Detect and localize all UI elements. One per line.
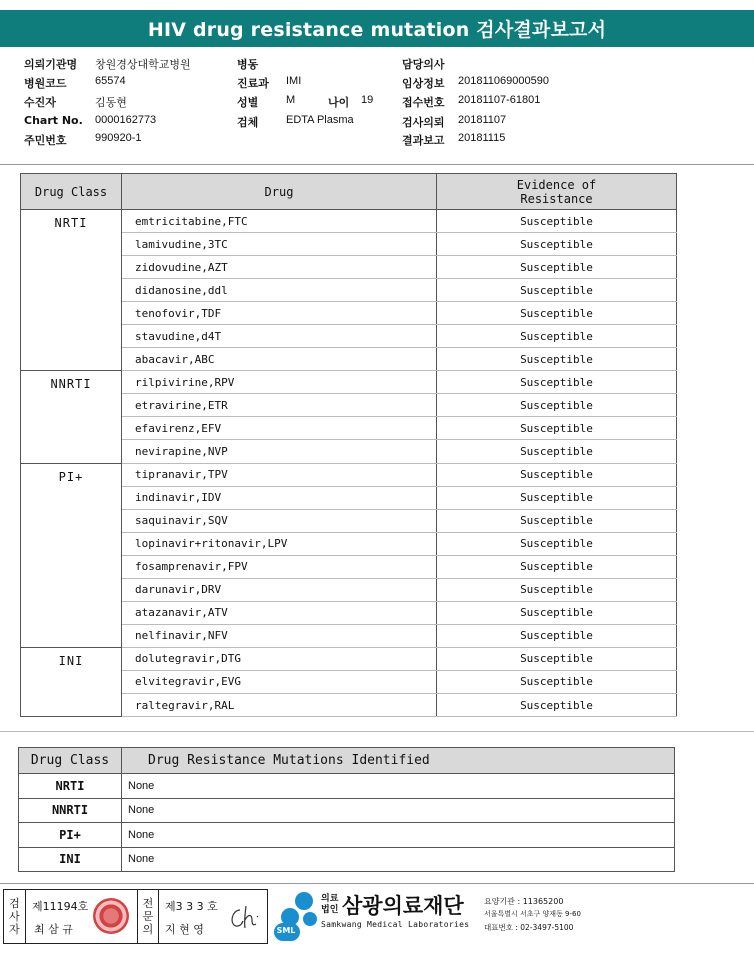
resistance-cell: Susceptible bbox=[437, 509, 677, 532]
resistance-cell: Susceptible bbox=[437, 647, 677, 670]
report-label: 결과보고 bbox=[402, 134, 445, 147]
resistance-cell: Susceptible bbox=[437, 302, 677, 325]
id-label: 주민번호 bbox=[24, 134, 67, 147]
drug-name-cell: fosamprenavir,FPV bbox=[122, 555, 437, 578]
resistance-cell: Susceptible bbox=[437, 417, 677, 440]
resistance-cell: Susceptible bbox=[437, 486, 677, 509]
col-header-evidence bbox=[437, 174, 677, 210]
request-value: 20181107 bbox=[458, 114, 507, 126]
drug-name-cell: tipranavir,TPV bbox=[122, 463, 437, 486]
age-label: 나이 bbox=[328, 96, 350, 109]
drug-resistance-table bbox=[20, 173, 677, 717]
drug-class-cell: INI bbox=[21, 647, 122, 716]
drug-class-cell: NRTI bbox=[21, 210, 122, 371]
drug-name-cell: nevirapine,NVP bbox=[122, 440, 437, 463]
mutation-class-cell: NNRTI bbox=[19, 798, 122, 823]
drug-name-cell: saquinavir,SQV bbox=[122, 509, 437, 532]
drug-name-cell: indinavir,IDV bbox=[122, 486, 437, 509]
resistance-cell: Susceptible bbox=[437, 463, 677, 486]
drug-name-cell: nelfinavir,NFV bbox=[122, 624, 437, 647]
mutations-table bbox=[18, 747, 675, 872]
doctor-label: 담당의사 bbox=[402, 58, 445, 71]
drug-name-cell: dolutegravir,DTG bbox=[122, 647, 437, 670]
col-header-class: Drug Class bbox=[21, 174, 122, 210]
mut-col-header-mutations: Drug Resistance Mutations Identified bbox=[122, 748, 675, 774]
resistance-cell: Susceptible bbox=[437, 440, 677, 463]
report-value: 20181115 bbox=[458, 132, 506, 144]
drug-row bbox=[21, 210, 677, 233]
chart-label: Chart No. bbox=[24, 114, 83, 127]
report-title: HIV drug resistance mutation 검사결과보고서 bbox=[0, 10, 754, 47]
mutation-value-cell: None bbox=[122, 847, 675, 872]
drug-name-cell: darunavir,DRV bbox=[122, 578, 437, 601]
mutation-row bbox=[19, 798, 675, 823]
drug-name-cell: zidovudine,AZT bbox=[122, 256, 437, 279]
evidence-header-line1: Evidence of bbox=[516, 177, 597, 192]
official-seal-icon bbox=[93, 898, 129, 934]
divider bbox=[0, 731, 754, 732]
drug-name-cell: emtricitabine,FTC bbox=[122, 210, 437, 233]
tester-license: 제11194호 bbox=[32, 900, 89, 913]
drug-name-cell: lopinavir+ritonavir,LPV bbox=[122, 532, 437, 555]
specialist-name: 지 현 영 bbox=[165, 923, 204, 936]
tester-char: 검 bbox=[9, 897, 20, 910]
resistance-cell: Susceptible bbox=[437, 371, 677, 394]
age-value: 19 bbox=[361, 94, 374, 106]
tester-char: 사 bbox=[9, 910, 20, 923]
resistance-cell: Susceptible bbox=[437, 624, 677, 647]
license-number: 요양기관 : 11365200 bbox=[484, 897, 564, 906]
patient-info bbox=[24, 56, 744, 151]
org-type-line1: 의료 bbox=[321, 894, 339, 904]
mutation-class-cell: NRTI bbox=[19, 774, 122, 799]
org-name: 삼광의료재단 bbox=[342, 894, 464, 918]
address: 서울특별시 서초구 양재동 9-60 bbox=[484, 910, 581, 918]
tester-char: 자 bbox=[9, 923, 20, 936]
sml-logo-icon bbox=[272, 889, 326, 944]
institution-label: 의뢰기관명 bbox=[24, 58, 78, 71]
drug-row bbox=[21, 647, 677, 670]
org-type-line2: 법인 bbox=[321, 905, 339, 915]
receipt-label: 접수번호 bbox=[402, 96, 445, 109]
resistance-cell: Susceptible bbox=[437, 279, 677, 302]
specimen-label: 검체 bbox=[237, 116, 259, 129]
clinical-value: 201811069000590 bbox=[458, 75, 549, 87]
drug-name-cell: abacavir,ABC bbox=[122, 348, 437, 371]
ward-label: 병동 bbox=[237, 58, 259, 71]
drug-name-cell: rilpivirine,RPV bbox=[122, 371, 437, 394]
id-value: 990920-1 bbox=[95, 132, 142, 144]
resistance-cell: Susceptible bbox=[437, 210, 677, 233]
receipt-value: 20181107-61801 bbox=[458, 94, 541, 106]
resistance-cell: Susceptible bbox=[437, 256, 677, 279]
drug-name-cell: tenofovir,TDF bbox=[122, 302, 437, 325]
evidence-header-line2: Resistance bbox=[520, 191, 593, 206]
specialist-char: 전 bbox=[142, 897, 154, 910]
mutation-row bbox=[19, 774, 675, 799]
mutation-value-cell: None bbox=[122, 798, 675, 823]
drug-name-cell: lamivudine,3TC bbox=[122, 233, 437, 256]
drug-name-cell: efavirenz,EFV bbox=[122, 417, 437, 440]
signature-box bbox=[3, 889, 268, 944]
mutation-row bbox=[19, 823, 675, 848]
hospital-code-value: 65574 bbox=[95, 75, 126, 87]
mutation-row bbox=[19, 847, 675, 872]
drug-row bbox=[21, 371, 677, 394]
resistance-cell: Susceptible bbox=[437, 233, 677, 256]
drug-name-cell: etravirine,ETR bbox=[122, 394, 437, 417]
mut-col-header-class: Drug Class bbox=[19, 748, 122, 774]
lab-logo bbox=[272, 889, 752, 944]
org-english-name: Samkwang Medical Laboratories bbox=[321, 920, 470, 929]
divider bbox=[0, 164, 754, 165]
dept-value: IMI bbox=[286, 75, 302, 87]
institution-value: 창원경상대학교병원 bbox=[95, 59, 191, 71]
examinee-value: 김동현 bbox=[95, 97, 127, 109]
resistance-cell: Susceptible bbox=[437, 348, 677, 371]
dept-label: 진료과 bbox=[237, 77, 269, 90]
specialist-license: 제3 3 3 호 bbox=[165, 900, 218, 913]
logo-badge: SML bbox=[276, 926, 296, 935]
drug-name-cell: atazanavir,ATV bbox=[122, 601, 437, 624]
examinee-label: 수진자 bbox=[24, 96, 56, 109]
resistance-cell: Susceptible bbox=[437, 532, 677, 555]
resistance-cell: Susceptible bbox=[437, 578, 677, 601]
signature-icon bbox=[226, 902, 262, 932]
drug-row bbox=[21, 463, 677, 486]
sex-label: 성별 bbox=[237, 96, 259, 109]
specialist-vertical-label bbox=[137, 890, 159, 943]
resistance-cell: Susceptible bbox=[437, 601, 677, 624]
mutation-class-cell: INI bbox=[19, 847, 122, 872]
specimen-value: EDTA Plasma bbox=[286, 114, 354, 126]
mutation-value-cell: None bbox=[122, 774, 675, 799]
resistance-cell: Susceptible bbox=[437, 555, 677, 578]
resistance-cell: Susceptible bbox=[437, 693, 677, 716]
hospital-code-label: 병원코드 bbox=[24, 77, 67, 90]
mutation-class-cell: PI+ bbox=[19, 823, 122, 848]
drug-class-cell: PI+ bbox=[21, 463, 122, 647]
drug-name-cell: didanosine,ddl bbox=[122, 279, 437, 302]
mutation-value-cell: None bbox=[122, 823, 675, 848]
request-label: 검사의뢰 bbox=[402, 116, 445, 129]
phone: 대표번호 : 02-3497-5100 bbox=[484, 923, 574, 932]
specialist-char: 의 bbox=[142, 923, 154, 936]
col-header-drug: Drug bbox=[122, 174, 437, 210]
drug-name-cell: elvitegravir,EVG bbox=[122, 670, 437, 693]
drug-class-cell: NNRTI bbox=[21, 371, 122, 463]
drug-name-cell: stavudine,d4T bbox=[122, 325, 437, 348]
specialist-char: 문 bbox=[142, 910, 154, 923]
tester-vertical-label bbox=[4, 890, 26, 943]
drug-name-cell: raltegravir,RAL bbox=[122, 693, 437, 716]
sex-value: M bbox=[286, 94, 296, 106]
tester-name: 최 삼 규 bbox=[34, 923, 73, 936]
resistance-cell: Susceptible bbox=[437, 670, 677, 693]
divider bbox=[0, 883, 754, 884]
chart-value: 0000162773 bbox=[95, 114, 157, 126]
resistance-cell: Susceptible bbox=[437, 394, 677, 417]
resistance-cell: Susceptible bbox=[437, 325, 677, 348]
clinical-label: 임상정보 bbox=[402, 77, 445, 90]
